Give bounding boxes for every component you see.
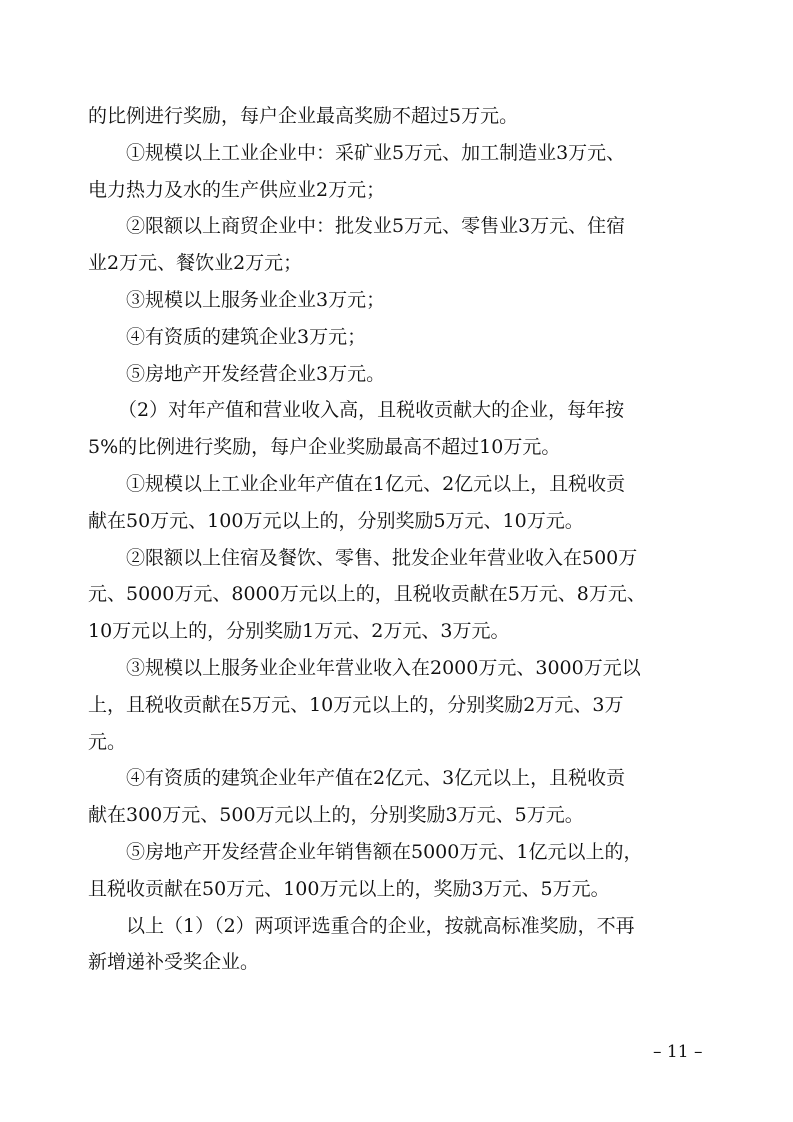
- text-line-20: 献在300万元、500万元以上的，分别奖励3万元、5万元。: [88, 804, 584, 827]
- text-line-16: ③规模以上服务业企业年营业收入在2000万元、3000万元以: [126, 656, 641, 679]
- text-line-18: 元。: [88, 730, 127, 753]
- text-line-13: ②限额以上住宿及餐饮、零售、批发企业年营业收入在500万: [126, 546, 638, 569]
- text-line-6: ③规模以上服务业企业3万元；: [126, 288, 386, 311]
- text-line-23: 以上（1）（2）两项评选重合的企业，按就高标准奖励，不再: [126, 914, 635, 937]
- text-line-14: 元、5000万元、8000万元以上的，且税收贡献在5万元、8万元、: [88, 583, 646, 606]
- text-line-3: 电力热力及水的生产供应业2万元；: [88, 178, 386, 201]
- text-line-11: ①规模以上工业企业年产值在1亿元、2亿元以上，且税收贡: [126, 472, 626, 495]
- text-line-21: ⑤房地产开发经营企业年销售额在5000万元、1亿元以上的，: [126, 840, 643, 863]
- text-line-4: ②限额以上商贸企业中：批发业5万元、零售业3万元、住宿: [126, 215, 626, 238]
- text-line-2: ①规模以上工业企业中：采矿业5万元、加工制造业3万元、: [126, 141, 626, 164]
- text-line-10: 5%的比例进行奖励，每户企业奖励最高不超过10万元。: [88, 436, 561, 459]
- text-line-7: ④有资质的建筑企业3万元；: [126, 325, 367, 348]
- text-line-1: 的比例进行奖励，每户企业最高奖励不超过5万元。: [88, 105, 519, 127]
- text-line-5: 业2万元、餐饮业2万元；: [88, 252, 303, 275]
- text-line-9: （2）对年产值和营业收入高，且税收贡献大的企业，每年按: [118, 399, 625, 422]
- text-line-24: 新增递补受奖企业。: [88, 951, 260, 974]
- text-line-22: 且税收贡献在50万元、100万元以上的，奖励3万元、5万元。: [88, 877, 610, 900]
- text-line-8: ⑤房地产开发经营企业3万元。: [126, 362, 386, 385]
- text-line-15: 10万元以上的，分别奖励1万元、2万元、3万元。: [88, 620, 510, 643]
- text-line-19: ④有资质的建筑企业年产值在2亿元、3亿元以上，且税收贡: [126, 767, 626, 790]
- document-body: [88, 98, 710, 981]
- text-line-17: 上，且税收贡献在5万元、10万元以上的，分别奖励2万元、3万: [88, 693, 624, 716]
- page-number: – 11 –: [653, 1042, 703, 1062]
- text-line-12: 献在50万元、100万元以上的，分别奖励5万元、10万元。: [88, 509, 584, 532]
